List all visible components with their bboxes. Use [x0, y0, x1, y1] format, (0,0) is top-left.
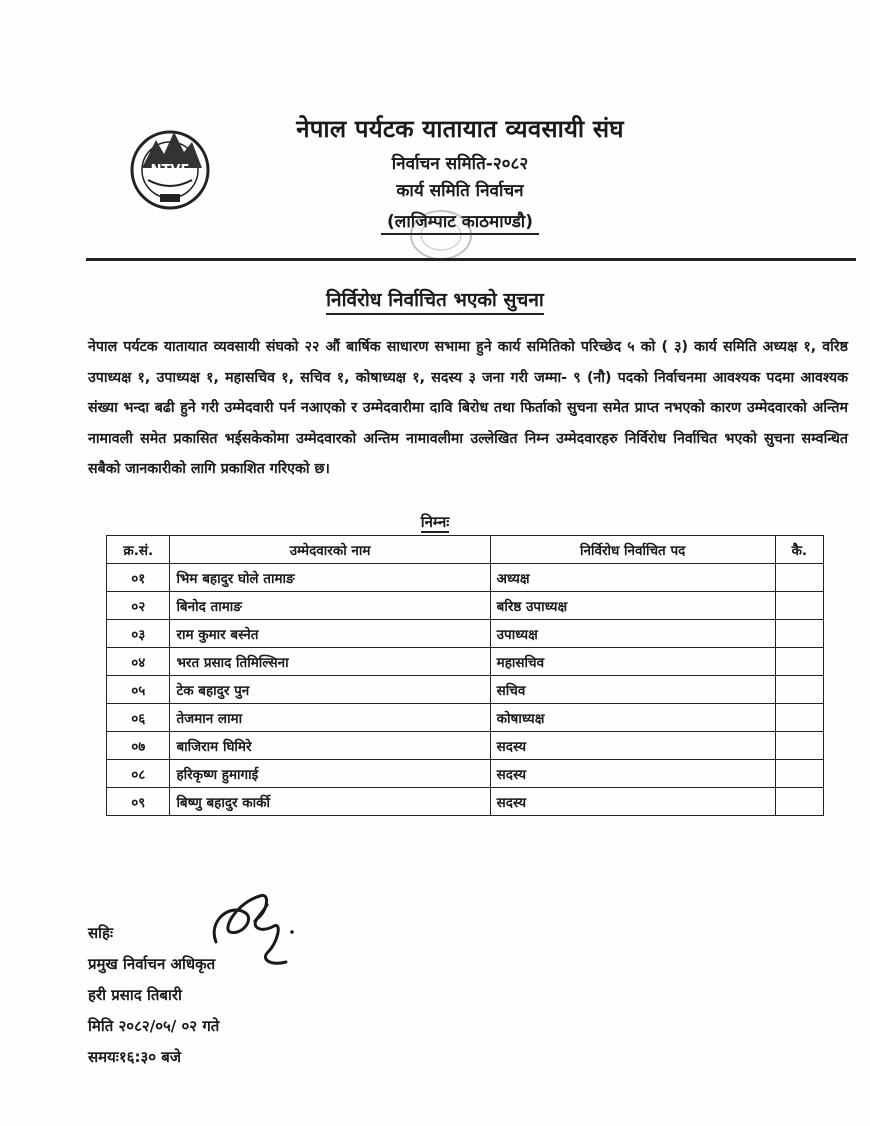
issue-time: समयः१६:३० बजे — [88, 1048, 181, 1066]
address: (लाजिम्पाट काठमाण्डौ) — [381, 209, 539, 235]
remark-cell — [775, 648, 823, 676]
name-cell: बाजिराम घिमिरे — [170, 732, 490, 760]
remark-cell — [775, 704, 823, 732]
signatory-name: हरी प्रसाद तिबारी — [88, 986, 182, 1004]
post-cell: महासचिव — [490, 648, 775, 676]
remark-cell — [775, 788, 823, 816]
serial-cell: ०४ — [107, 648, 170, 676]
notice-title-text: निर्विरोध निर्वाचित भएको सुचना — [326, 289, 544, 315]
name-cell: राम कुमार बस्नेत — [170, 620, 490, 648]
name-cell: बिष्णु बहादुर कार्की — [170, 788, 490, 816]
serial-cell: ०५ — [107, 676, 170, 704]
table-row — [107, 760, 824, 788]
name-cell: तेजमान लामा — [170, 704, 490, 732]
name-cell: बिनोद तामाङ — [170, 592, 490, 620]
list-label — [0, 512, 870, 532]
post-cell: सदस्य — [490, 732, 775, 760]
header-divider — [86, 258, 856, 261]
organization-logo — [122, 118, 218, 214]
serial-cell: ०९ — [107, 788, 170, 816]
stamp-seal — [408, 208, 474, 262]
signatory-role: प्रमुख निर्वाचन अधिकृत — [88, 955, 216, 973]
election-name: कार्य समिति निर्वाचन — [396, 181, 524, 201]
post-cell: कोषाध्यक्ष — [490, 704, 775, 732]
organization-name: नेपाल पर्यटक यातायात व्यवसायी संघ — [296, 115, 624, 143]
list-label-text: निम्नः — [420, 513, 450, 531]
remark-cell — [775, 592, 823, 620]
remark-cell — [775, 620, 823, 648]
post-cell: बरिष्ठ उपाध्यक्ष — [490, 592, 775, 620]
table-row — [107, 564, 824, 592]
table-row — [107, 592, 824, 620]
post-cell: सदस्य — [490, 788, 775, 816]
issue-date: मिति २०८२/०५/ ०२ गते — [88, 1017, 220, 1035]
serial-cell: ०२ — [107, 592, 170, 620]
remark-cell — [775, 732, 823, 760]
table-row — [107, 620, 824, 648]
remark-cell — [775, 760, 823, 788]
serial-cell: ०६ — [107, 704, 170, 732]
post-cell: सदस्य — [490, 760, 775, 788]
name-cell: टेक बहादुर पुन — [170, 676, 490, 704]
signature-block — [88, 918, 219, 1073]
table-row — [107, 788, 824, 816]
serial-cell: ०८ — [107, 760, 170, 788]
post-cell: उपाध्यक्ष — [490, 620, 775, 648]
table-row — [107, 648, 824, 676]
name-cell: हरिकृष्ण हुमागाई — [170, 760, 490, 788]
serial-cell: ०७ — [107, 732, 170, 760]
post-cell: सचिव — [490, 676, 775, 704]
candidates-table — [106, 535, 824, 816]
table-row — [107, 676, 824, 704]
notice-paragraph: नेपाल पर्यटक यातायात व्यवसायी संघको २२ औं बार्षिक साधारण सभामा हुने कार्य समितिको परिच्छेद ५ को ( ३) कार्य समिति अध्यक्ष १, वरिष्ठ उपाध्यक्ष १, उपाध्यक्ष १, महासचिव १, सचिव १, कोषाध्यक्ष १, सदस्य ३ जना गरी जम्मा- ९ (नौ) पदको निर्वाचनमा आवश्यक पदमा आवश्यक संख्या भन्दा बढी हुने गरी उम्मेदवारी पर्न नआएको र उम्मेदवारीमा दावि बिरोध तथा फिर्ताको सुचना समेत प्राप्त नभएको कारण उम्मेदवारको अन्तिम नामावली समेत प्रकासित भईसकेकोमा उम्मेदवारको अन्तिम नामावलीमा उल्लेखित निम्न उम्मेदवारहरु निर्विरोध निर्वाचित भएको सुचना सम्वन्धित सबैको जानकारीको लागि प्रकाशित गरिएको छ। — [88, 339, 848, 477]
remark-cell — [775, 564, 823, 592]
notice-title — [0, 286, 870, 312]
serial-cell: ०१ — [107, 564, 170, 592]
header-post: निर्विरोध निर्वाचित पद — [490, 536, 775, 564]
committee-name: निर्वाचन समिति-२०८२ — [391, 154, 529, 174]
post-cell: अध्यक्ष — [490, 564, 775, 592]
header-name: उम्मेदवारको नाम — [170, 536, 490, 564]
remark-cell — [775, 676, 823, 704]
header-remark: कै. — [775, 536, 823, 564]
table-header-row — [107, 536, 824, 564]
name-cell: भिम बहादुर घोले तामाङ — [170, 564, 490, 592]
serial-cell: ०३ — [107, 620, 170, 648]
name-cell: भरत प्रसाद तिमिल्सिना — [170, 648, 490, 676]
logo-text: NTVE — [150, 163, 190, 178]
table-row — [107, 704, 824, 732]
signature-label: सहिः — [88, 924, 114, 942]
table-row — [107, 732, 824, 760]
header-serial: क्र.सं. — [107, 536, 170, 564]
